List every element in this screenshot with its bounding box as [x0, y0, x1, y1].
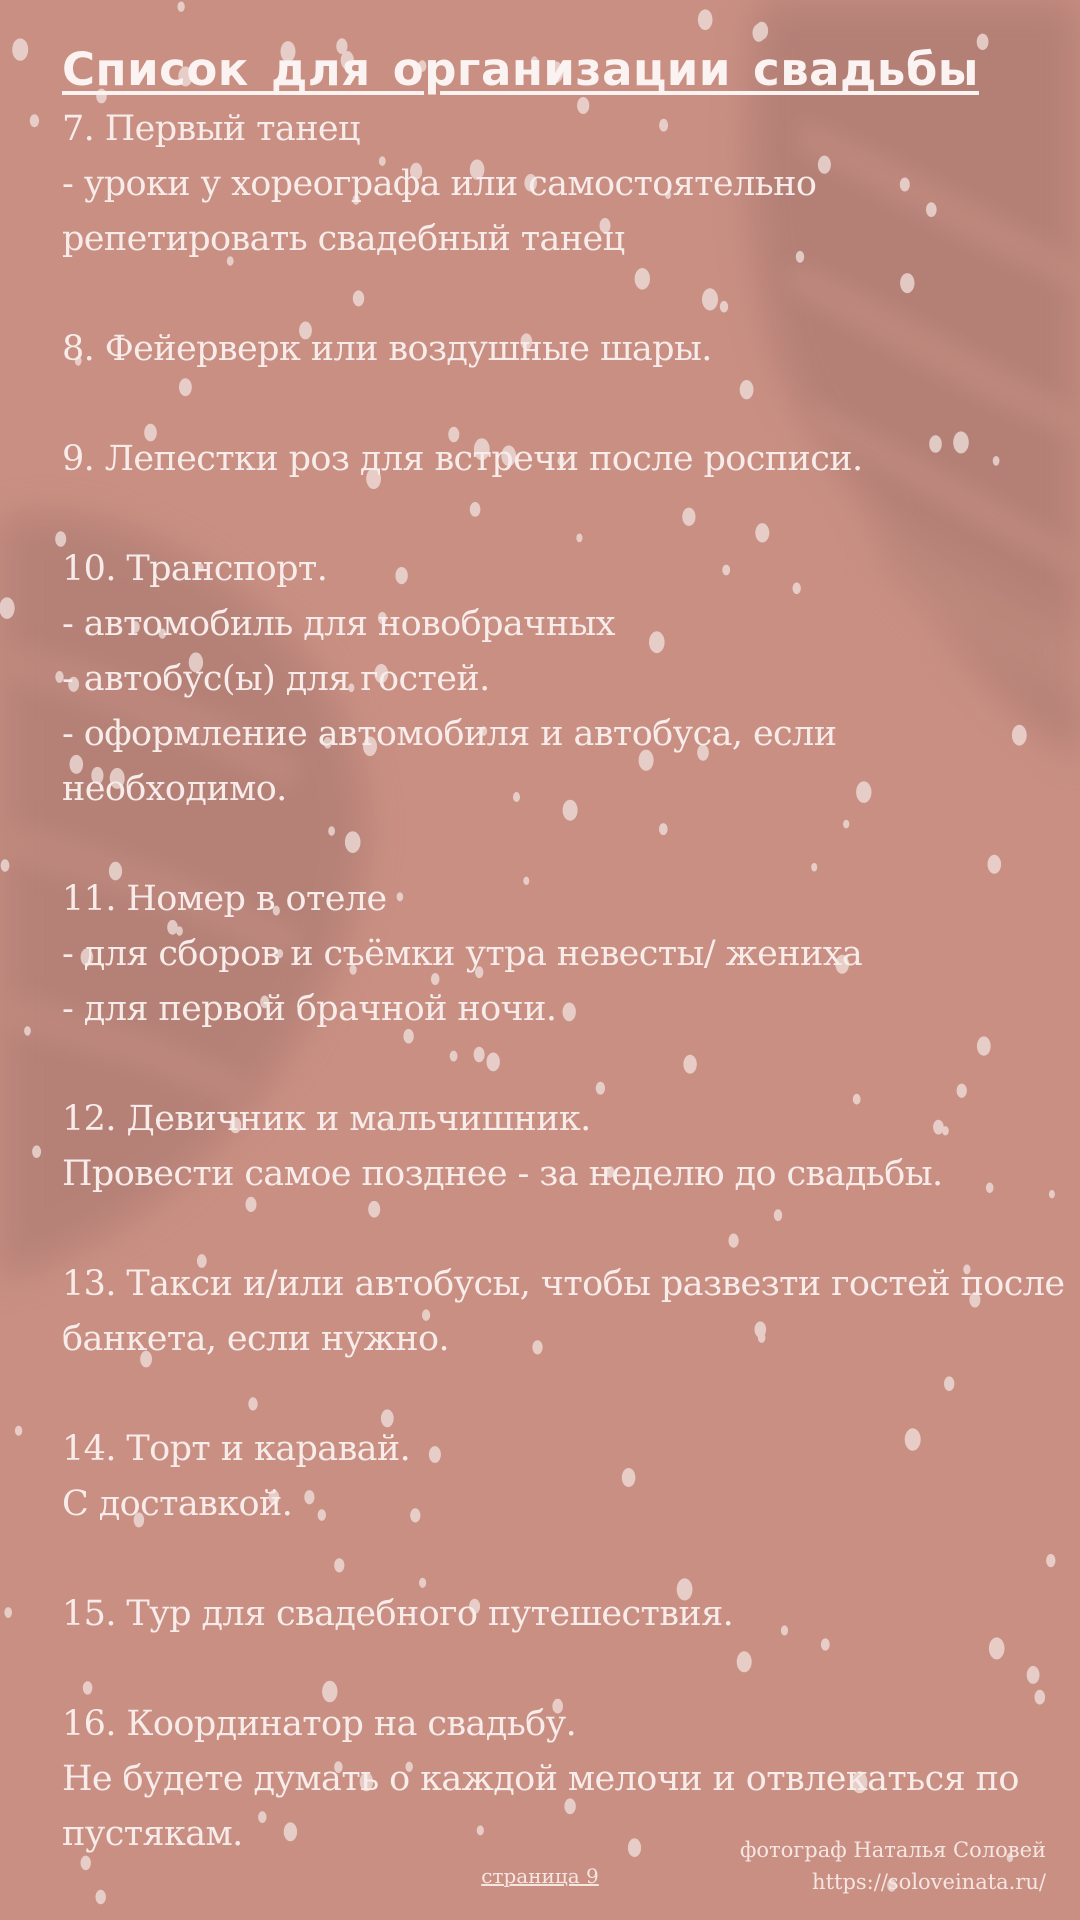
- checklist-line: 13. Такси и/или автобусы, чтобы развезти гостей после: [62, 1264, 1065, 1304]
- snow-dot: [30, 114, 39, 127]
- snow-dot: [177, 2, 184, 12]
- website-link[interactable]: https://soloveinata.ru/: [812, 1870, 1046, 1894]
- blank-line: [62, 1367, 1062, 1422]
- checklist-line: - оформление автомобиля и автобуса, если: [62, 714, 837, 754]
- blank-line: [62, 1202, 1062, 1257]
- checklist-content: [62, 40, 1065, 1862]
- checklist-line: необходимо.: [62, 769, 287, 809]
- blank-line: [62, 377, 1062, 432]
- checklist-line: 14. Торт и каравай.: [62, 1429, 411, 1469]
- snow-dot: [0, 597, 15, 619]
- checklist-items: [62, 102, 1065, 1862]
- snow-dot: [12, 38, 28, 60]
- checklist-line: банкета, если нужно.: [62, 1319, 449, 1359]
- snow-dot: [32, 1145, 41, 1158]
- photographer-name: фотограф Наталья Соловей: [739, 1838, 1046, 1862]
- blank-line: [62, 1532, 1062, 1587]
- blank-line: [62, 267, 1062, 322]
- snow-dot: [4, 1607, 12, 1618]
- checklist-line: - для первой брачной ночи.: [62, 989, 557, 1029]
- snow-dot: [24, 1026, 31, 1036]
- checklist-line: 10. Транспорт.: [62, 549, 328, 589]
- checklist-line: - автобус(ы) для гостей.: [62, 659, 490, 699]
- checklist-line: С доставкой.: [62, 1484, 293, 1524]
- checklist-line: 7. Первый танец: [62, 109, 360, 149]
- checklist-line: 8. Фейерверк или воздушные шары.: [62, 329, 712, 369]
- checklist-line: Не будете думать о каждой мелочи и отвлекаться по: [62, 1759, 1019, 1799]
- checklist-line: репетировать свадебный танец: [62, 219, 625, 259]
- snow-dot: [1, 859, 10, 871]
- snow-dot: [698, 9, 713, 30]
- blank-line: [62, 1642, 1062, 1697]
- checklist-line: - автомобиль для новобрачных: [62, 604, 615, 644]
- checklist-line: 12. Девичник и мальчишник.: [62, 1099, 591, 1139]
- checklist-line: - для сборов и съёмки утра невесты/ жениха: [62, 934, 863, 974]
- checklist-line: Провести самое позднее - за неделю до свадьбы.: [62, 1154, 943, 1194]
- checklist-line: 16. Координатор на свадьбу.: [62, 1704, 577, 1744]
- checklist-line: - уроки у хореографа или самостоятельно: [62, 164, 817, 204]
- blank-line: [62, 1037, 1062, 1092]
- blank-line: [62, 817, 1062, 872]
- snow-dot: [96, 1890, 106, 1905]
- checklist-line: 9. Лепестки роз для встречи после росписи.: [62, 439, 863, 479]
- checklist-line: пустякам.: [62, 1814, 243, 1854]
- blank-line: [62, 487, 1062, 542]
- page-title: Список для организации свадьбы: [62, 43, 979, 96]
- photographer-credit: [740, 1834, 1046, 1898]
- snow-dot: [15, 1426, 22, 1436]
- checklist-line: 15. Тур для свадебного путешествия.: [62, 1594, 734, 1634]
- checklist-line: 11. Номер в отеле: [62, 879, 387, 919]
- page-number: страница 9: [481, 1864, 599, 1888]
